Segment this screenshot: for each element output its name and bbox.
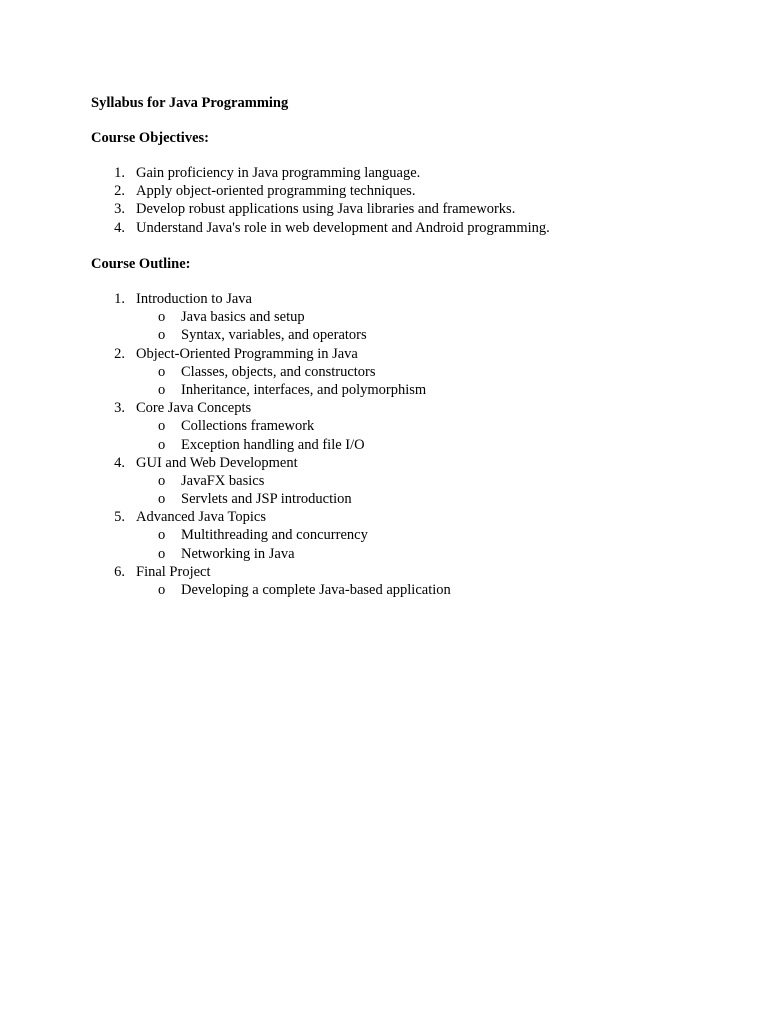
topic-text: Collections framework [181, 418, 315, 435]
bullet-marker: o [158, 491, 166, 508]
bullet-marker: o [158, 582, 166, 598]
list-number: 3. [114, 201, 125, 218]
topic-text: Exception handling and file I/O [181, 436, 365, 453]
objectives-heading: Course Objectives: [91, 130, 209, 146]
module-title: GUI and Web Development [136, 454, 298, 471]
module-title: Introduction to Java [136, 291, 252, 307]
list-number: 4. [114, 219, 125, 236]
topic-text: Java basics and setup [181, 309, 305, 326]
topic-text: Developing a complete Java-based application [181, 582, 451, 598]
module-title: Final Project [136, 563, 211, 580]
topic-text: Classes, objects, and constructors [181, 363, 376, 380]
list-number: 4. [114, 454, 125, 471]
module-title: Core Java Concepts [136, 400, 252, 417]
list-number: 6. [114, 563, 125, 580]
list-number: 1. [114, 165, 125, 181]
list-number: 2. [114, 345, 125, 362]
topic-text: Multithreading and concurrency [181, 527, 368, 544]
objective-text: Understand Java's role in web development and Android programming. [136, 219, 550, 236]
list-number: 2. [114, 183, 125, 200]
topic-text: Syntax, variables, and operators [181, 327, 367, 344]
bullet-marker: o [158, 545, 166, 562]
list-number: 1. [114, 291, 125, 307]
bullet-marker: o [158, 472, 166, 489]
module-title: Object-Oriented Programming in Java [136, 345, 358, 362]
list-number: 5. [114, 509, 125, 526]
objective-text: Gain proficiency in Java programming language. [136, 165, 421, 181]
topic-text: JavaFX basics [181, 472, 265, 489]
list-number: 3. [114, 400, 125, 417]
bullet-marker: o [158, 327, 166, 344]
objective-text: Develop robust applications using Java libraries and frameworks. [136, 201, 516, 218]
topic-text: Servlets and JSP introduction [181, 491, 352, 508]
bullet-marker: o [158, 363, 166, 380]
bullet-marker: o [158, 381, 166, 398]
document-title: Syllabus for Java Programming [91, 95, 289, 111]
topic-text: Networking in Java [181, 545, 295, 562]
outline-heading: Course Outline: [91, 256, 191, 272]
bullet-marker: o [158, 436, 166, 453]
topic-text: Inheritance, interfaces, and polymorphism [181, 381, 427, 398]
bullet-marker: o [158, 309, 166, 326]
bullet-marker: o [158, 418, 166, 435]
bullet-marker: o [158, 527, 166, 544]
module-title: Advanced Java Topics [136, 509, 266, 526]
objective-text: Apply object-oriented programming techniques. [136, 183, 416, 200]
